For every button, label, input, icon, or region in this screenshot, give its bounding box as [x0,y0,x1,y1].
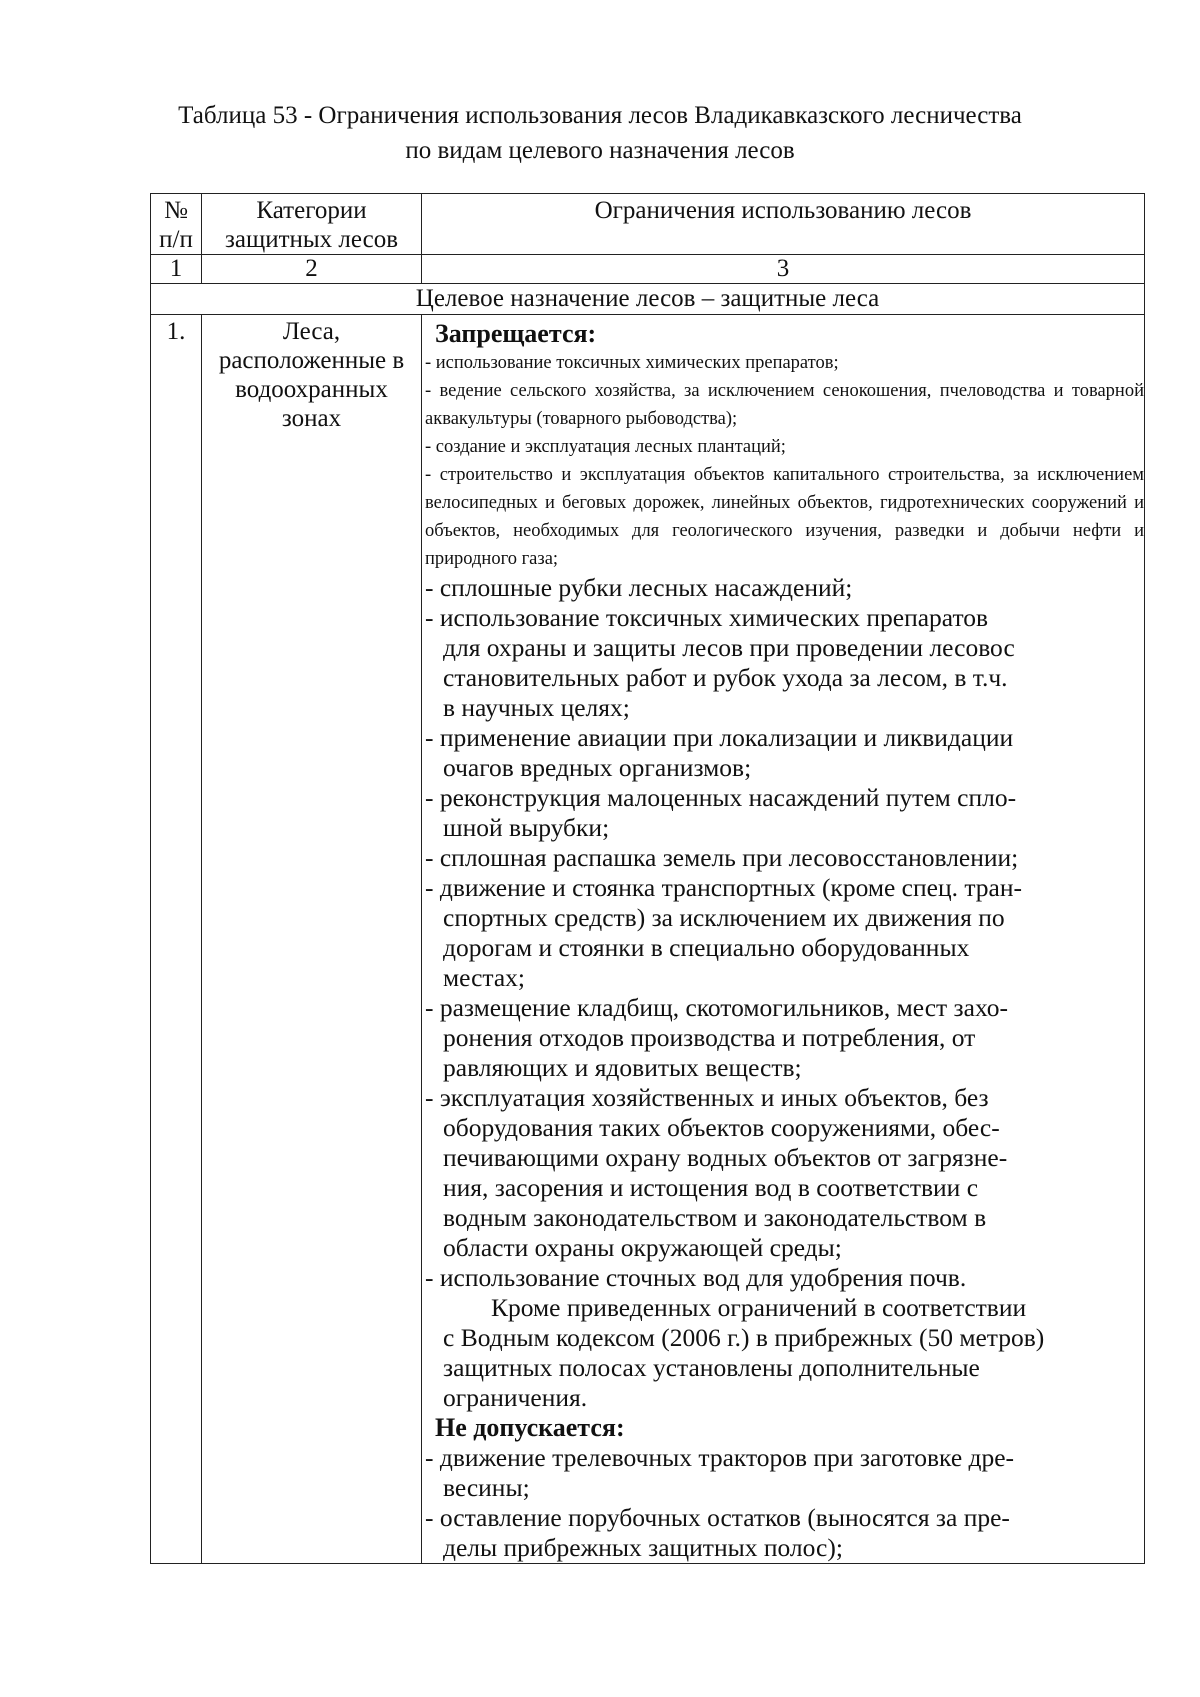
list-item-continuation: становительных работ и рубок ухода за лесом, в т.ч. [443,663,1008,692]
list-item-continuation: шной вырубки; [443,813,610,842]
table-header-row [151,194,1145,255]
not-allowed-heading: Не допускается: [435,1413,625,1442]
list-item-text: - применение авиации при локализации и ликвидации [425,723,1014,752]
list-item: - ведение сельского хозяйства, за исключением сенокошения, пчеловодства и товарной аквакультуры (товарного рыбоводства); [425,381,1144,429]
row-restrictions [422,315,1145,1564]
list-item-continuation: дорогам и стоянки в специально оборудованных [443,933,970,962]
list-item [425,1083,1144,1263]
header-number-line-2: п/п [159,226,193,253]
list-item [425,573,1144,603]
list-item [425,723,1144,783]
list-item [425,1503,1144,1563]
list-item-text: - использование сточных вод для удобрения почв. [425,1263,967,1292]
column-number-3: 3 [422,255,1145,284]
header-category-line-1: Категории [256,197,367,224]
list-item-text: - движение трелевочных тракторов при заготовке дре- [425,1443,1015,1472]
header-category-line-2: защитных лесов [224,226,399,253]
list-item-continuation: оборудования таких объектов сооружениями, обес- [443,1113,1000,1142]
list-item-continuation: для охраны и защиты лесов при проведении лесовос [443,633,1015,662]
column-numbers-row [151,255,1145,284]
list-item-continuation: в научных целях; [443,693,630,722]
paragraph-line: защитных полосах установлены дополнительные [443,1353,980,1382]
category-line: Леса, [282,318,341,345]
caption-line-2: по видам целевого назначения лесов [405,137,795,164]
restrictions-table [150,193,1145,1564]
list-item-continuation: печивающими охрану водных объектов от загрязне- [443,1143,1008,1172]
list-item-continuation: делы прибрежных защитных полос); [443,1533,843,1562]
list-item-text: - реконструкция малоценных насаждений путем спло- [425,783,1017,812]
large-items-list [425,573,1144,1293]
restrictions-content [422,315,1144,1563]
section-title: Целевое назначение лесов – защитные леса [151,284,1145,315]
list-item: - строительство и эксплуатация объектов капитального строительства, за исключением велосипедных и беговых дорожек, линейных объектов, гидротехнических сооружений и объектов, необходимых для геологического изучения, разведки и добычи нефти и природного газа; [425,465,1144,569]
list-item [425,1443,1144,1503]
list-item [425,993,1144,1083]
table-row [151,315,1145,1564]
column-number-2: 2 [202,255,422,284]
list-item-continuation: весины; [443,1473,530,1502]
list-item [425,843,1144,873]
column-number-1: 1 [151,255,202,284]
category-line: расположенные в [218,347,405,374]
list-item [425,783,1144,843]
table-caption [0,98,1200,168]
row-category [202,315,422,1564]
additional-restrictions-paragraph [425,1293,1144,1413]
list-item-continuation: водным законодательством и законодательством в [443,1203,987,1232]
list-item-text: - использование токсичных химических препаратов [425,603,989,632]
list-item-text: - эксплуатация хозяйственных и иных объектов, без [425,1083,989,1112]
list-item-text: - оставление порубочных остатков (выносятся за пре- [425,1503,1010,1532]
paragraph-line: Кроме приведенных ограничений в соответствии [491,1293,1027,1322]
list-item: - использование токсичных химических препаратов; [425,353,839,373]
prohibited-heading: Запрещается: [435,319,597,348]
row-number: 1. [151,315,202,1564]
header-number [151,194,202,255]
list-item-continuation: равляющих и ядовитых веществ; [443,1053,802,1082]
header-category [202,194,422,255]
list-item-text: - движение и стоянка транспортных (кроме спец. тран- [425,873,1023,902]
paragraph-line: с Водным кодексом (2006 г.) в прибрежных (50 метров) [443,1323,1045,1352]
list-item-continuation: местах; [443,963,526,992]
section-row [151,284,1145,315]
list-item-continuation: спортных средств) за исключением их движения по [443,903,1005,932]
not-allowed-items-list [425,1443,1144,1563]
header-restrictions: Ограничения использованию лесов [422,194,1145,255]
small-items-list [425,349,1144,573]
list-item-continuation: ния, засорения и истощения вод в соответствии с [443,1173,979,1202]
caption-line-1: Таблица 53 - Ограничения использования лесов Владикавказского лесничества [178,102,1022,129]
list-item-text: - сплошная распашка земель при лесовосстановлении; [425,843,1019,872]
list-item [425,603,1144,723]
list-item-text: - размещение кладбищ, скотомогильников, мест захо- [425,993,1008,1022]
category-line: водоохранных [235,376,388,403]
list-item-continuation: ронения отходов производства и потребления, от [443,1023,976,1052]
list-item-continuation: очагов вредных организмов; [443,753,752,782]
list-item: - создание и эксплуатация лесных плантаций; [425,437,786,457]
list-item [425,1263,1144,1293]
list-item-text: - сплошные рубки лесных насаждений; [425,573,853,602]
list-item [425,873,1144,993]
category-line: зонах [281,405,342,432]
list-item-continuation: области охраны окружающей среды; [443,1233,842,1262]
header-number-line-1: № [164,197,188,224]
paragraph-line: ограничения. [443,1383,588,1412]
